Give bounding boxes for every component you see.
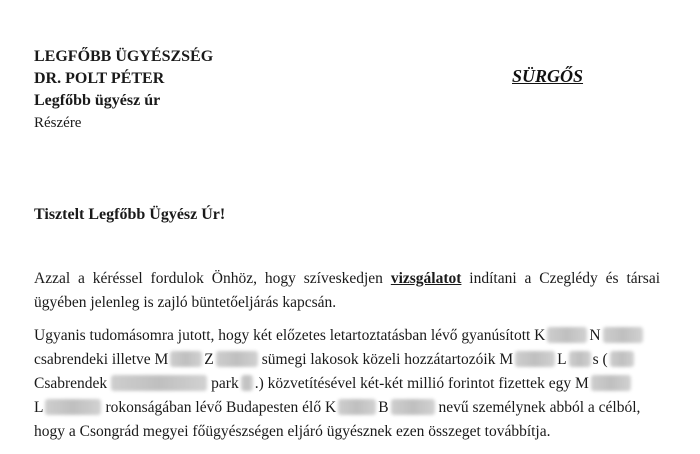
recipient-title: Legfőbb ügyész úr	[34, 92, 161, 109]
redaction	[216, 351, 258, 367]
recipient-name: DR. POLT PÉTER	[34, 70, 165, 87]
p2-l1-initial: N	[589, 327, 601, 344]
p1-text-before: Azzal a kéréssel fordulok Önhöz, hogy szíveskedjen	[34, 270, 383, 287]
recipient-attn: Részére	[34, 115, 82, 131]
redaction	[170, 351, 202, 367]
redaction	[338, 399, 376, 415]
p2-l1-text: Ugyanis tudomásomra jutott, hogy két előzetes letartoztatásban lévő gyanúsított K	[34, 327, 546, 344]
p2-l4-text-b: rokonságában lévő Budapesten élő K	[105, 399, 337, 416]
urgent-mark: SÜRGŐS	[512, 66, 584, 86]
redaction	[391, 399, 435, 415]
p2-l4-initial-a: L	[34, 399, 44, 416]
p1-text-after: indítani a Czeglédy és társai	[469, 270, 661, 287]
paragraph-2-line-3	[34, 372, 643, 396]
paragraph-2-line-2	[34, 348, 643, 372]
paragraph-1	[34, 267, 660, 315]
recipient-office: LEGFŐBB ÜGYÉSZSÉG	[34, 48, 214, 65]
redaction	[241, 375, 253, 391]
p2-l2-text-e: s (	[592, 351, 608, 368]
paragraph-2-line-1	[34, 324, 643, 348]
recipient-block	[34, 46, 213, 134]
redaction	[603, 327, 643, 343]
p1-keyword: vizsgálatot	[390, 270, 462, 287]
p2-l2-initial-b: L	[557, 351, 567, 368]
p2-l2-text-c: sümegi lakosok közeli hozzátartozóik M	[261, 351, 514, 368]
paragraph-2	[34, 324, 643, 444]
p2-l4-text-d: nevű személynek abból a célból,	[438, 399, 641, 416]
redaction	[45, 399, 101, 415]
salutation: Tisztelt Legfőbb Ügyész Úr!	[34, 206, 226, 223]
redaction	[515, 351, 555, 367]
redaction	[111, 375, 207, 391]
p2-l2-initial-a: Z	[204, 351, 214, 368]
paragraph-1-line-2: ügyében jelenleg is zajló büntetőeljárás kapcsán.	[34, 294, 337, 311]
p2-l4-initial-c: B	[378, 399, 389, 416]
p2-l2-text-a: csabrendeki illetve M	[34, 351, 169, 368]
redaction	[610, 351, 634, 367]
paragraph-1-line-1	[34, 267, 660, 291]
redaction	[591, 375, 631, 391]
paragraph-2-line-4	[34, 396, 643, 420]
p2-l3-text-b: park	[211, 375, 239, 392]
p2-l3-text-a: Csabrendek	[34, 375, 108, 392]
p2-l3-text-c: .) közvetítésével két-két millió forintot fizettek egy M	[254, 375, 589, 392]
redaction	[569, 351, 591, 367]
redaction	[547, 327, 587, 343]
paragraph-2-line-5: hogy a Csongrád megyei főügyészségen eljáró ügyésznek ezen összeget továbbítja.	[34, 423, 551, 440]
